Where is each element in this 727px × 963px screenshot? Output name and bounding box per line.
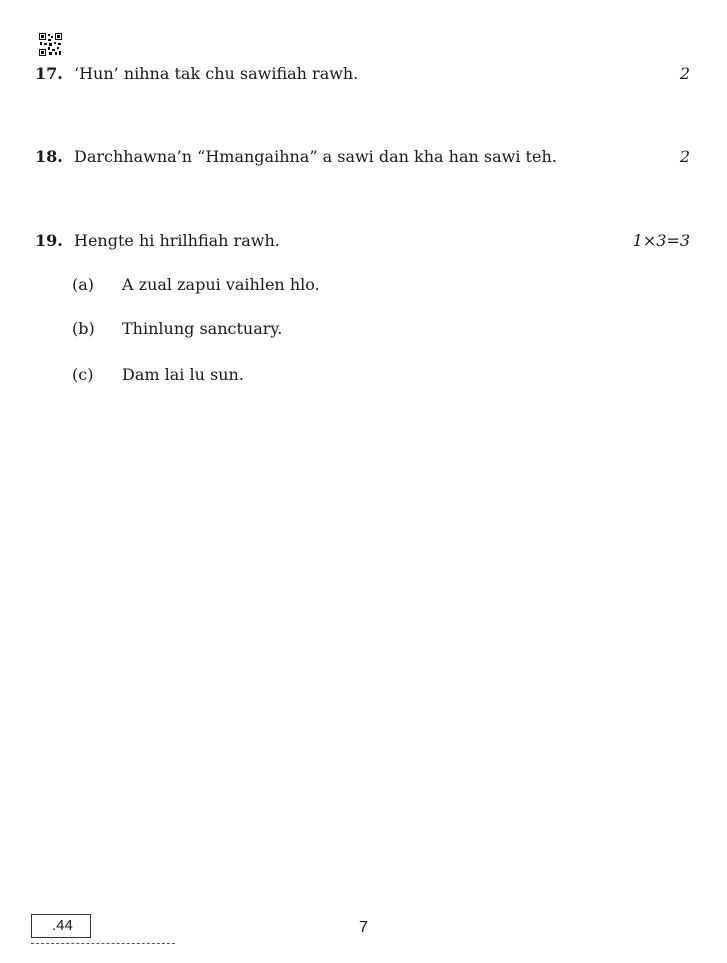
question-text: Darchhawna’n “Hmangaihna” a sawi dan kha han sawi teh. [74, 147, 557, 166]
question-marks: 2 [679, 64, 690, 83]
sub-question-text: A zual zapui vaihlen hlo. [122, 275, 320, 294]
question-number: 19. [35, 231, 63, 250]
question-marks: 1×3=3 [632, 231, 690, 250]
question-number: 18. [35, 147, 63, 166]
question-number: 17. [35, 64, 63, 83]
sub-question-b [0, 317, 727, 341]
sub-question-text: Dam lai lu sun. [122, 365, 244, 384]
qr-code-icon [39, 33, 62, 56]
sub-question-a [0, 273, 727, 297]
sub-question-label: (a) [72, 275, 95, 294]
paper-code-box: .44 [31, 914, 91, 938]
sub-question-label: (b) [72, 319, 95, 338]
code-underline [31, 943, 175, 944]
question-text: ‘Hun’ nihna tak chu sawifiah rawh. [74, 64, 359, 83]
question-marks: 2 [679, 147, 690, 166]
question-17 [0, 62, 727, 86]
question-19 [0, 229, 727, 253]
question-text: Hengte hi hrilhfiah rawh. [74, 231, 280, 250]
page-number: 7 [359, 919, 368, 936]
sub-question-label: (c) [72, 365, 94, 384]
sub-question-c [0, 363, 727, 387]
question-18 [0, 145, 727, 169]
sub-question-text: Thinlung sanctuary. [122, 319, 283, 338]
